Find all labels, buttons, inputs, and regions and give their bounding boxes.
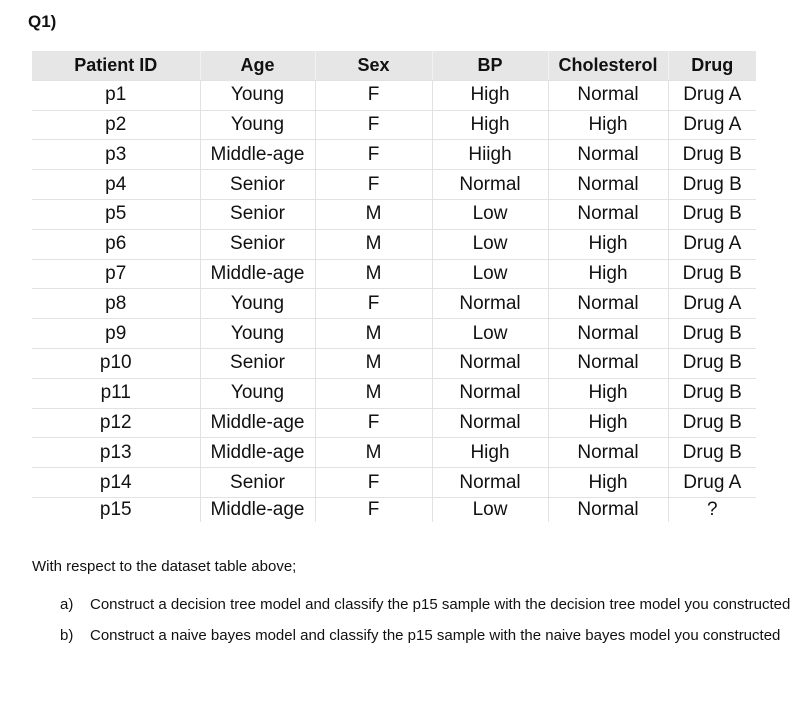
table-cell: Middle-age — [200, 438, 315, 468]
table-cell: p8 — [32, 289, 200, 319]
table-cell: Low — [432, 259, 548, 289]
table-cell: Low — [432, 199, 548, 229]
table-cell: p1 — [32, 80, 200, 110]
table-cell: Drug A — [668, 468, 756, 498]
table-cell: Drug B — [668, 348, 756, 378]
table-cell: F — [315, 140, 432, 170]
table-cell: Normal — [548, 348, 668, 378]
table-cell: p11 — [32, 378, 200, 408]
table-cell: Middle-age — [200, 497, 315, 522]
table-row — [32, 408, 756, 438]
table-cell: ? — [706, 498, 718, 520]
table-cell: Normal — [432, 348, 548, 378]
table-cell: Normal — [548, 80, 668, 110]
table-cell: p3 — [32, 140, 200, 170]
table-cell: F — [315, 289, 432, 319]
question-item — [60, 593, 792, 616]
question-items — [32, 593, 792, 647]
question-text — [32, 558, 792, 655]
table-cell: Young — [200, 110, 315, 140]
item-marker: a) — [60, 596, 74, 613]
table-cell: High — [548, 378, 668, 408]
table-cell: F — [315, 170, 432, 200]
table-cell: Drug B — [668, 408, 756, 438]
table-cell: Drug A — [668, 229, 756, 259]
table-cell: Low — [432, 319, 548, 349]
table-cell: M — [315, 438, 432, 468]
table-cell: Middle-age — [200, 259, 315, 289]
table-cell: Middle-age — [200, 408, 315, 438]
question-number: Q1) — [28, 12, 57, 31]
column-header: Age — [200, 51, 315, 80]
table-cell: Drug A — [668, 289, 756, 319]
table-cell: p6 — [32, 229, 200, 259]
table-cell: F — [315, 408, 432, 438]
table-cell: p4 — [32, 170, 200, 200]
table-cell: Middle-age — [200, 140, 315, 170]
table-cell: Normal — [548, 140, 668, 170]
table-row — [32, 199, 756, 229]
table-cell: F — [315, 80, 432, 110]
table-cell: p9 — [32, 319, 200, 349]
question-intro: With respect to the dataset table above; — [32, 558, 297, 575]
table-cell: Drug B — [668, 140, 756, 170]
table-cell: Low — [432, 497, 548, 522]
table-cell: Normal — [548, 199, 668, 229]
table-cell: Normal — [548, 170, 668, 200]
table-cell: High — [548, 110, 668, 140]
table-cell: F — [315, 468, 432, 498]
column-header: Cholesterol — [548, 51, 668, 80]
column-header: Drug — [668, 51, 756, 80]
table-cell: p15 — [32, 497, 200, 522]
table-row — [32, 140, 756, 170]
table-row — [32, 110, 756, 140]
dataset-table — [32, 51, 756, 522]
table-cell: M — [315, 348, 432, 378]
table-cell: Drug B — [668, 170, 756, 200]
table-cell: F — [315, 110, 432, 140]
table-cell: Drug B — [668, 438, 756, 468]
table-cell: Young — [200, 289, 315, 319]
table-row — [32, 229, 756, 259]
table-cell: Hiigh — [432, 140, 548, 170]
table-cell: Normal — [548, 319, 668, 349]
table-cell: p7 — [32, 259, 200, 289]
table-row — [32, 378, 756, 408]
table-cell: M — [315, 259, 432, 289]
table-cell: M — [315, 319, 432, 349]
table-cell: Drug B — [668, 199, 756, 229]
column-header: BP — [432, 51, 548, 80]
table-cell: High — [548, 468, 668, 498]
table-cell: Young — [200, 378, 315, 408]
table-cell: Drug B — [668, 319, 756, 349]
table-cell: Normal — [548, 289, 668, 319]
table-cell: Drug A — [668, 80, 756, 110]
table-cell: p2 — [32, 110, 200, 140]
table-cell: Young — [200, 80, 315, 110]
table-cell: M — [315, 229, 432, 259]
column-header: Sex — [315, 51, 432, 80]
table-cell: Senior — [200, 170, 315, 200]
table-row — [32, 468, 756, 498]
table-cell: Normal — [432, 170, 548, 200]
item-text: Construct a naive bayes model and classify the p15 sample with the naive bayes model you constructed — [90, 627, 781, 644]
table-cell: High — [548, 229, 668, 259]
table-cell: M — [315, 199, 432, 229]
table-cell: Normal — [432, 408, 548, 438]
table-cell: Senior — [200, 468, 315, 498]
table-cell: High — [432, 80, 548, 110]
table-row — [32, 438, 756, 468]
table-row — [32, 289, 756, 319]
table-cell: Drug B — [668, 259, 756, 289]
table-cell: M — [315, 378, 432, 408]
item-text: Construct a decision tree model and classify the p15 sample with the decision tree model you constructed — [90, 596, 791, 613]
item-marker: b) — [60, 627, 74, 644]
table-row — [32, 80, 756, 110]
table-row — [32, 348, 756, 378]
column-header: Patient ID — [32, 51, 200, 80]
table-cell: p13 — [32, 438, 200, 468]
table-cell: Drug B — [668, 378, 756, 408]
table-cell: Normal — [432, 468, 548, 498]
table-cell: High — [548, 259, 668, 289]
table-cell: p5 — [32, 199, 200, 229]
table-header — [32, 51, 756, 80]
table-row — [32, 319, 756, 349]
table-cell: F — [315, 497, 432, 522]
table-cell: p10 — [32, 348, 200, 378]
table-body — [32, 80, 756, 522]
header-row — [32, 51, 756, 80]
table-cell: Senior — [200, 199, 315, 229]
table-row — [32, 170, 756, 200]
table-cell: Drug A — [668, 110, 756, 140]
table-cell: Senior — [200, 229, 315, 259]
table-cell: p14 — [32, 468, 200, 498]
table-cell: Normal — [432, 289, 548, 319]
table-cell: Normal — [548, 438, 668, 468]
table-cell: Normal — [548, 497, 668, 522]
table-cell: High — [432, 438, 548, 468]
table-cell: High — [548, 408, 668, 438]
table-row — [32, 497, 756, 522]
table-cell: p12 — [32, 408, 200, 438]
table-cell: Normal — [432, 378, 548, 408]
table-cell: Senior — [200, 348, 315, 378]
table-row — [32, 259, 756, 289]
table-cell: Low — [432, 229, 548, 259]
table-cell: High — [432, 110, 548, 140]
question-item — [60, 624, 792, 647]
table-cell: Young — [200, 319, 315, 349]
